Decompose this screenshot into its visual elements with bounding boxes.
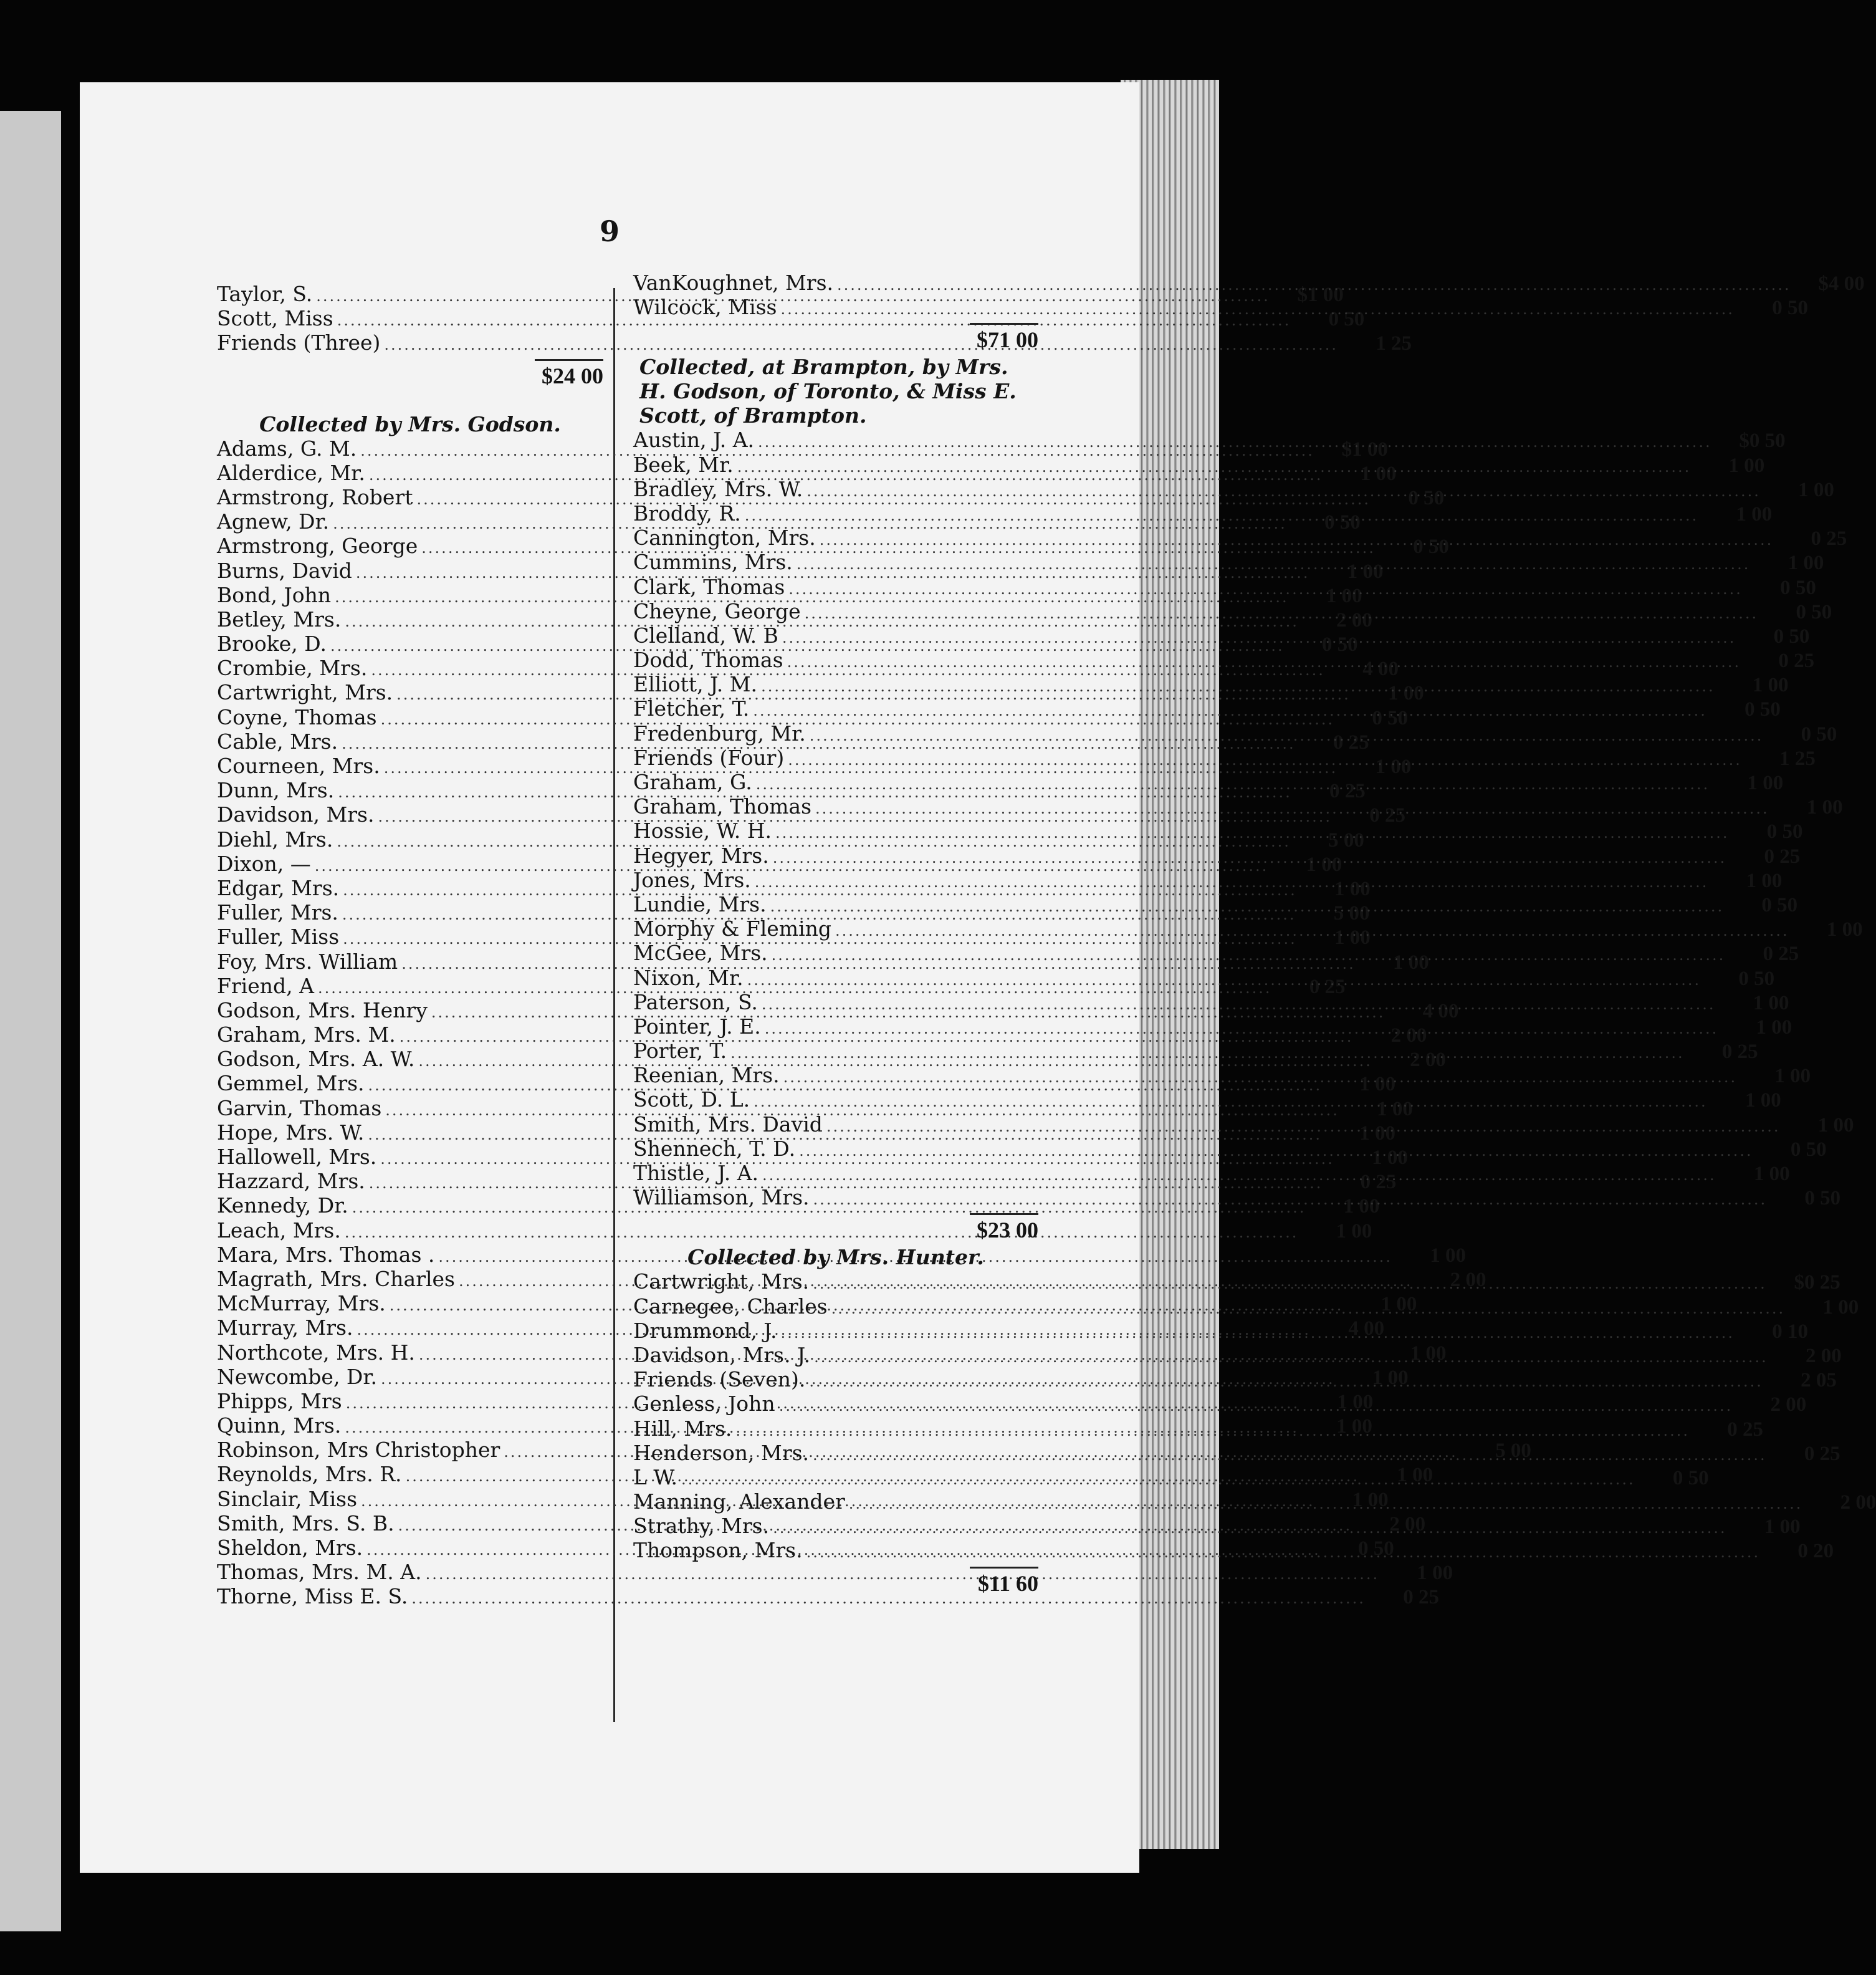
leader-dots	[762, 992, 1716, 1017]
subscriber-name: Armstrong, George	[217, 534, 418, 559]
subscriber-name: Clelland, W. B	[633, 623, 778, 648]
subscriber-name: Manning, Alexander	[633, 1489, 845, 1514]
leader-dots	[761, 675, 1715, 699]
subscription-amount: 2 00	[1389, 1512, 1426, 1535]
subscription-amount: 1 00	[1387, 682, 1424, 705]
subscriber-name: Hegyer, Mrs.	[633, 843, 769, 868]
leader-dots	[775, 821, 1730, 845]
subscription-amount: 1 00	[1334, 926, 1371, 949]
hunter-heading: Collected by Mrs. Hunter.	[687, 1245, 984, 1270]
subscriber-name: Newcombe, Dr.	[217, 1364, 378, 1389]
subscriber-name: Thomas, Mrs. M. A.	[217, 1560, 422, 1585]
subscriber-name: Dodd, Thomas	[633, 648, 783, 673]
subscriber-row	[633, 916, 1863, 941]
subscription-amount: 0 50	[1321, 633, 1358, 656]
subscriber-name: Burns, David	[217, 558, 352, 583]
subscription-amount: 0 50	[1780, 576, 1816, 599]
subscriber-name: Austin, J. A.	[633, 428, 755, 453]
subscription-amount: 0 25	[1369, 804, 1406, 827]
leader-dots	[813, 1443, 1767, 1468]
leader-dots	[797, 552, 1751, 577]
leader-dots	[772, 943, 1726, 968]
subscriber-name: Mara, Mrs. Thomas .	[217, 1242, 435, 1267]
subscription-amount: 1 00	[1744, 1089, 1781, 1112]
subscription-amount: 1 00	[1787, 552, 1824, 575]
subscriber-name: Cummins, Mrs.	[633, 550, 793, 575]
leader-dots	[820, 528, 1774, 552]
subscriber-name: Sheldon, Mrs.	[217, 1535, 363, 1560]
subscription-amount: 2 00	[1805, 1344, 1842, 1367]
subscriber-name: Porter, T.	[633, 1039, 727, 1064]
subscription-amount: 0 25	[1329, 780, 1366, 803]
subscriber-name: Phipps, Mrs	[217, 1388, 342, 1413]
subscription-amount: 0 25	[1763, 943, 1799, 966]
subscription-amount: 0 50	[1672, 1466, 1709, 1489]
subscription-amount: 1 00	[1798, 478, 1834, 501]
subscription-amount: 0 25	[1721, 1040, 1758, 1064]
subscriber-name: Reynolds, Mrs. R.	[217, 1462, 402, 1487]
subscriber-name: Friends (Four)	[633, 745, 785, 770]
subscriber-name: Hazzard, Mrs.	[217, 1169, 365, 1194]
subscriber-name: Garvin, Thomas	[217, 1095, 382, 1120]
subscription-amount: 0 25	[1804, 1442, 1840, 1465]
subscriber-name: Sinclair, Miss	[217, 1486, 358, 1511]
subscription-amount: 1 00	[1306, 853, 1342, 876]
subscriber-name: Northcote, Mrs. H.	[217, 1340, 415, 1365]
subscriber-name: Fuller, Miss	[217, 925, 340, 949]
leader-dots	[837, 273, 1791, 297]
subscriber-name: Alderdice, Mr.	[217, 460, 365, 485]
subscriber-name: Cheyne, George	[633, 598, 801, 623]
subscriber-row	[633, 452, 1765, 477]
leader-dots	[753, 699, 1707, 723]
subscription-amount: 1 00	[1377, 1097, 1413, 1120]
hunter-total: $11 60	[977, 1570, 1038, 1596]
subscription-amount: 2 00	[1450, 1268, 1486, 1291]
subscriber-name: Magrath, Mrs. Charles	[217, 1266, 455, 1291]
leader-dots	[813, 1272, 1767, 1296]
subscription-amount: 1 00	[1337, 1390, 1374, 1413]
subscriber-name: Armstrong, Robert	[217, 484, 413, 509]
leader-dots	[806, 479, 1761, 504]
leader-dots	[773, 846, 1727, 870]
subscription-amount: $0 25	[1794, 1271, 1840, 1294]
subscription-amount: 0 25	[1764, 845, 1801, 868]
leader-dots	[831, 1297, 1786, 1321]
subscription-amount: 0 50	[1413, 536, 1449, 559]
subscriber-name: Hossie, W. H.	[633, 819, 772, 843]
leader-dots	[762, 1163, 1716, 1188]
subscription-amount: 0 25	[1778, 650, 1815, 673]
leader-dots	[780, 1321, 1735, 1345]
subscription-amount: 1 00	[1822, 1295, 1859, 1319]
subscription-amount: 5 00	[1495, 1439, 1531, 1463]
subscriber-name: Friends (Seven).	[633, 1367, 806, 1392]
subscriber-name: Henderson, Mrs.	[633, 1440, 810, 1465]
subscription-amount: $4 00	[1818, 272, 1865, 295]
subscription-amount: 1 00	[1764, 1516, 1801, 1539]
subscriber-name: Nixon, Mr.	[633, 965, 744, 990]
leader-dots	[809, 1370, 1763, 1394]
subscriber-name: Godson, Mrs. A. W.	[217, 1047, 415, 1072]
subscription-amount: 1 00	[1381, 1293, 1417, 1316]
subscription-amount: 0 50	[1801, 723, 1837, 746]
subscription-amount: 1 00	[1774, 1065, 1811, 1088]
subscription-amount: 0 50	[1328, 308, 1365, 331]
subscriber-name: Cable, Mrs.	[217, 729, 338, 754]
leader-dots	[810, 724, 1764, 748]
subscription-amount: 1 00	[1410, 1342, 1447, 1365]
subscriber-name: Bond, John	[217, 582, 332, 607]
subscriber-name: Courneen, Mrs.	[217, 754, 380, 778]
subscriber-name: Foy, Mrs. William	[217, 949, 398, 974]
subscription-amount: 2 05	[1801, 1369, 1837, 1392]
subscription-amount: 0 25	[1811, 527, 1847, 550]
subscriber-name: Bradley, Mrs. W.	[633, 476, 803, 501]
subscriber-name: Graham, G.	[633, 770, 752, 794]
subscription-amount: 1 00	[1728, 454, 1765, 477]
page-number: 9	[599, 214, 620, 248]
subscriber-name: Cartwright, Mrs.	[217, 680, 393, 705]
brampton-total: $23 00	[977, 1218, 1038, 1243]
subscriber-name: Smith, Mrs. David	[633, 1112, 823, 1136]
subscriber-row	[633, 1112, 1854, 1136]
subscriber-name: Williamson, Mrs.	[633, 1185, 810, 1210]
subscriber-name: Reenian, Mrs.	[633, 1063, 780, 1088]
subscription-amount: 4 00	[1348, 1317, 1385, 1340]
subscription-amount: 0 50	[1790, 1138, 1827, 1161]
subscriber-name: Agnew, Dr.	[217, 509, 330, 534]
subscription-amount: 2 00	[1390, 1024, 1427, 1047]
subscriber-name: Dixon, —	[217, 851, 311, 876]
godson-heading: Collected by Mrs. Godson.	[259, 411, 561, 436]
subscriber-name: Coyne, Thomas	[217, 704, 377, 729]
subscriber-name: Leach, Mrs.	[217, 1218, 341, 1242]
subscriber-name: Thistle, J. A.	[633, 1161, 759, 1185]
leader-dots	[747, 968, 1701, 992]
subscriber-name: Adams, G. M.	[217, 436, 357, 461]
subscription-amount: 0 50	[1804, 1187, 1841, 1210]
subscription-amount: 0 50	[1773, 625, 1810, 648]
leader-dots	[681, 1468, 1635, 1492]
subscriber-name: Beek, Mr.	[633, 452, 734, 477]
subscriber-name: Paterson, S.	[633, 989, 758, 1014]
subscriber-name: Taylor, S.	[217, 282, 313, 306]
subscriber-name: L W.	[633, 1464, 678, 1489]
leader-dots	[773, 1516, 1727, 1540]
subscription-amount: 1 00	[1736, 502, 1773, 526]
subscriber-name: Edgar, Mrs.	[217, 875, 340, 900]
subscription-amount: 1 00	[1752, 674, 1789, 697]
subscriber-name: Kennedy, Dr.	[217, 1193, 348, 1218]
subscription-amount: 1 00	[1397, 1464, 1433, 1487]
subscriber-name: Jones, Mrs.	[633, 867, 751, 892]
subscriber-name: Pointer, J. E.	[633, 1014, 761, 1039]
leader-dots	[815, 797, 1769, 821]
subscription-amount: 2 00	[1336, 608, 1372, 632]
subscriber-row	[633, 1087, 1781, 1112]
subscription-amount: 5 00	[1328, 829, 1364, 852]
subscription-amount: 1 00	[1372, 1366, 1409, 1389]
subscriber-name: Wilcock, Miss	[633, 295, 777, 320]
subscriber-name: Thompson, Mrs.	[633, 1538, 803, 1563]
subscriber-name: Morphy & Fleming	[633, 916, 832, 941]
subscriber-row	[633, 696, 1781, 721]
subscription-amount: 1 00	[1826, 918, 1863, 941]
subscription-amount: 1 00	[1334, 877, 1371, 900]
subscriber-name: Carnegee, Charles	[633, 1294, 828, 1319]
subscription-amount: 0 50	[1324, 511, 1361, 534]
subscriber-name: Strathy, Mrs.	[633, 1514, 770, 1539]
leader-dots	[758, 430, 1712, 454]
subscription-amount: 0 50	[1766, 820, 1803, 843]
subscriber-name: Fletcher, T.	[633, 696, 750, 721]
subscription-amount: 1 00	[1343, 1195, 1380, 1218]
leader-dots	[765, 1017, 1719, 1041]
subscription-amount: $1 00	[1341, 438, 1388, 461]
subscription-amount: 4 00	[1362, 658, 1399, 681]
subscriber-name: Hill, Mrs.	[633, 1416, 732, 1441]
subscriber-name: McMurray, Mrs.	[217, 1291, 386, 1316]
leader-dots	[806, 1540, 1761, 1565]
leader-dots	[756, 772, 1710, 797]
subscriber-name: Murray, Mrs.	[217, 1315, 353, 1340]
subscriber-name: Fredenburg, Mr.	[633, 721, 806, 746]
subscription-amount: 0 25	[1309, 975, 1346, 998]
subscription-amount: 1 00	[1430, 1244, 1466, 1267]
document-page	[80, 82, 1876, 1873]
subscriber-name: Robinson, Mrs Christopher	[217, 1438, 500, 1463]
subscriber-name: Scott, Miss	[217, 306, 333, 331]
subscriber-row	[633, 1294, 1859, 1319]
subscription-amount: 2 00	[1410, 1049, 1446, 1072]
subscription-amount: 1 00	[1352, 1488, 1389, 1511]
subscriber-name: Clark, Thomas	[633, 574, 785, 599]
leader-dots	[735, 1419, 1690, 1443]
subscription-amount: 0 50	[1796, 600, 1832, 623]
leader-dots	[813, 1188, 1768, 1212]
subscriber-name: Crombie, Mrs.	[217, 656, 368, 681]
subscriber-name: Thorne, Miss E. S.	[217, 1584, 408, 1609]
subscription-amount: 0 50	[1772, 297, 1809, 320]
leader-dots	[779, 1394, 1733, 1418]
leader-dots	[835, 919, 1789, 943]
right-opening-total: $71 00	[977, 327, 1038, 353]
subscriber-name: Shennech, T. D.	[633, 1136, 796, 1161]
subscriber-name: Elliott, J. M.	[633, 672, 758, 697]
subscription-amount: 0 50	[1372, 706, 1409, 729]
subscription-amount: 1 00	[1747, 772, 1784, 794]
subscription-amount: 1 00	[1393, 951, 1429, 974]
subscription-amount: 1 00	[1417, 1562, 1453, 1585]
leader-dots	[755, 870, 1709, 895]
subscription-amount: $0 50	[1739, 430, 1786, 453]
subscription-amount: 1 00	[1336, 1219, 1372, 1242]
leader-dots	[745, 504, 1699, 528]
leader-dots	[737, 455, 1692, 479]
subscription-amount: 1 00	[1753, 991, 1789, 1014]
subscription-amount: 0 50	[1738, 967, 1775, 990]
left-opening-total: $24 00	[542, 363, 603, 388]
leader-dots	[814, 1345, 1768, 1370]
leader-dots	[805, 602, 1759, 626]
subscriber-row	[633, 867, 1783, 892]
subscriber-row	[633, 550, 1824, 575]
subscription-amount: 1 00	[1359, 1073, 1396, 1096]
leader-dots	[754, 1090, 1708, 1114]
subscriber-name: Brooke, D.	[217, 632, 327, 656]
subscriber-name: McGee, Mrs.	[633, 941, 768, 966]
subscription-amount: 0 25	[1333, 731, 1369, 754]
subscription-amount: 1 00	[1817, 1113, 1854, 1136]
subscription-amount: 0 50	[1761, 893, 1798, 916]
subscriber-name: Dunn, Mrs.	[217, 778, 335, 803]
subscriber-name: Gemmel, Mrs.	[217, 1071, 365, 1096]
subscriber-name: Scott, D. L.	[633, 1087, 750, 1112]
leader-dots	[770, 895, 1725, 919]
subscription-amount: 1 00	[1326, 584, 1362, 607]
subscription-amount: 1 00	[1360, 462, 1397, 485]
leader-dots	[782, 626, 1736, 650]
subscription-amount: 1 00	[1347, 560, 1384, 583]
leader-dots	[799, 1139, 1753, 1163]
subscriber-name: Lundie, Mrs.	[633, 891, 767, 916]
subscription-amount: 1 00	[1753, 1163, 1790, 1185]
subscription-amount: 2 00	[1840, 1491, 1876, 1514]
subscriber-name: Hallowell, Mrs.	[217, 1145, 377, 1169]
previous-page-edge	[0, 111, 61, 1931]
subscription-amount: 1 00	[1746, 869, 1783, 892]
subscriber-name: Hope, Mrs. W.	[217, 1120, 365, 1145]
subscription-amount: 0 25	[1360, 1171, 1397, 1194]
subscription-amount: 1 00	[1336, 1415, 1372, 1438]
subscriber-name: Smith, Mrs. S. B.	[217, 1511, 395, 1535]
subscription-amount: 0 10	[1772, 1320, 1809, 1343]
subscription-amount: $1 00	[1297, 284, 1344, 306]
subscriber-name: Cartwright, Mrs.	[633, 1269, 810, 1294]
subscription-amount: 5 00	[1333, 902, 1370, 925]
subscriber-name: Broddy, R.	[633, 501, 741, 526]
subscriber-name: Drummond, J.	[633, 1318, 777, 1343]
leader-dots	[849, 1492, 1803, 1516]
subscription-amount: 0 50	[1408, 486, 1445, 509]
subscription-amount: 0 25	[1403, 1586, 1439, 1609]
subscriber-name: Friends (Three)	[217, 330, 381, 355]
subscriber-name: Friend, A	[217, 973, 314, 998]
subscriber-name: Diehl, Mrs.	[217, 827, 333, 852]
subscriber-name: VanKoughnet, Mrs.	[633, 271, 834, 295]
leader-dots	[780, 297, 1735, 322]
subscription-amount: 0 20	[1797, 1540, 1834, 1563]
leader-dots	[788, 748, 1742, 772]
subscription-amount: 2 00	[1770, 1393, 1807, 1416]
subscriber-row	[633, 1063, 1811, 1088]
leader-dots	[788, 577, 1743, 602]
subscription-amount: 1 00	[1756, 1016, 1792, 1039]
leader-dots	[783, 1065, 1738, 1090]
subscription-amount: 1 00	[1372, 1146, 1408, 1169]
subscriber-name: Davidson, Mrs. J.	[633, 1342, 811, 1367]
subscription-amount: 1 25	[1376, 332, 1412, 355]
subscription-amount: 1 00	[1375, 756, 1412, 778]
subscription-amount: 4 00	[1422, 999, 1459, 1022]
subscriber-name: Godson, Mrs. Henry	[217, 997, 428, 1022]
leader-dots	[787, 650, 1741, 675]
subscription-amount: 1 00	[1359, 1122, 1395, 1145]
subscriber-name: Quinn, Mrs.	[217, 1413, 342, 1438]
subscription-amount: 0 50	[1357, 1537, 1394, 1560]
subscriber-name: Davidson, Mrs.	[217, 802, 375, 827]
subscription-amount: 0 25	[1727, 1418, 1763, 1441]
subscriber-name: Graham, Mrs. M.	[217, 1022, 396, 1047]
subscription-amount: 0 50	[1744, 698, 1781, 721]
subscriber-name: Betley, Mrs.	[217, 607, 342, 632]
subscriber-name: Graham, Thomas	[633, 794, 812, 819]
subscription-amount: 1 00	[1806, 796, 1843, 819]
subscriber-name: Cannington, Mrs.	[633, 526, 816, 550]
leader-dots	[826, 1115, 1781, 1139]
subscriber-name: Genless, John	[633, 1391, 775, 1416]
subscriber-row	[633, 672, 1789, 697]
subscriber-name: Fuller, Mrs.	[217, 900, 338, 925]
subscription-amount: 1 25	[1779, 747, 1816, 770]
leader-dots	[730, 1041, 1685, 1065]
brampton-heading: Collected, at Brampton, by Mrs. H. Godson, of Toronto, & Miss E. Scott, of Brampton.	[639, 355, 1017, 428]
subscriber-row	[633, 623, 1810, 648]
subscriber-row	[217, 1584, 1439, 1609]
